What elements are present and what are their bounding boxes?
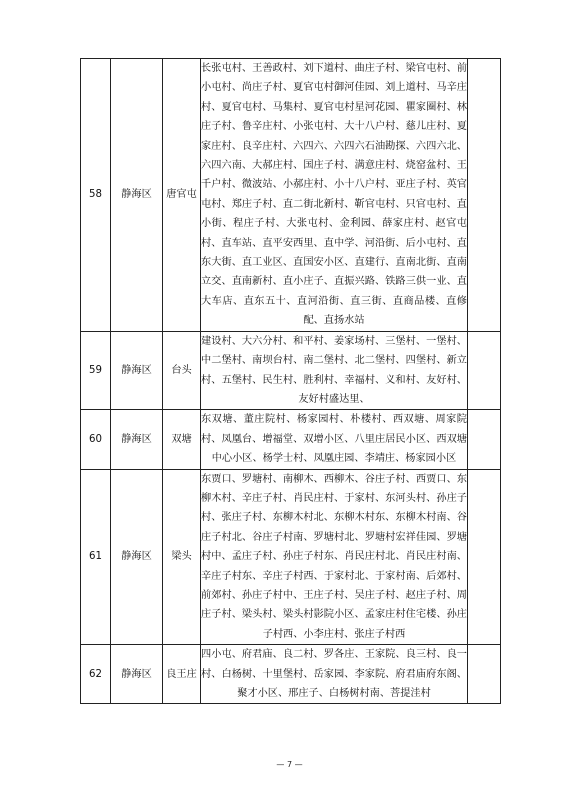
district-cell: 静海区 bbox=[111, 331, 163, 410]
town-cell: 梁头 bbox=[163, 469, 201, 645]
empty-cell bbox=[468, 410, 501, 469]
table-row bbox=[81, 469, 501, 645]
row-number: 62 bbox=[81, 645, 111, 704]
empty-cell bbox=[468, 645, 501, 704]
table-row bbox=[81, 410, 501, 469]
table-row bbox=[81, 645, 501, 704]
row-number: 59 bbox=[81, 331, 111, 410]
empty-cell bbox=[468, 59, 501, 332]
page-number: — 7 — bbox=[276, 760, 303, 769]
district-cell: 静海区 bbox=[111, 469, 163, 645]
table-row bbox=[81, 331, 501, 410]
area-table bbox=[80, 58, 501, 704]
areas-cell: 四小屯、府君庙、良二村、罗各庄、王家院、良三村、良一村、白杨树、十里堡村、岳家园、李家院、府君庙府东阁、聚才小区、邢庄子、白杨树村南、菩提洼村 bbox=[201, 645, 468, 704]
district-cell: 静海区 bbox=[111, 645, 163, 704]
district-cell: 静海区 bbox=[111, 410, 163, 469]
table-row bbox=[81, 59, 501, 332]
town-cell: 唐官屯 bbox=[163, 59, 201, 332]
areas-cell: 长张屯村、王善政村、刘下道村、曲庄子村、梁官屯村、前小屯村、尚庄子村、夏官屯村御河佳园、刘上道村、马辛庄村、夏官屯村、马集村、夏官屯村星河花园、瞿家圈村、林庄子村、鲁辛庄村、小张屯村、大十八户村、慈儿庄村、夏家庄村、良辛庄村、六四六、六四六石油勘探、六四六北、六四六南、大郝庄村、国庄子村、满意庄村、烧窑盆村、王千户村、微波站、小郝庄村、小十八户村、亚庄子村、英官屯村、郑庄子村、直二街北新村、靳官屯村、只官屯村、直小街、程庄子村、大张屯村、金利园、薛家庄村、赵官屯村、直车站、直平安西里、直中学、河沿街、后小屯村、直东大街、直工业区、直国安小区、直建行、直南北街、直南立交、直南新村、直小庄子、直振兴路、铁路三供一业、直大车店、直东五十、直河沿街、直三街、直商品楼、直修配、直扬水站 bbox=[201, 59, 468, 332]
town-cell: 良王庄 bbox=[163, 645, 201, 704]
empty-cell bbox=[468, 469, 501, 645]
areas-cell: 建设村、大六分村、和平村、姜家场村、三堡村、一堡村、中二堡村、南坝台村、南二堡村、北二堡村、四堡村、新立村、五堡村、民生村、胜利村、幸福村、义和村、友好村、友好村盛达里、 bbox=[201, 331, 468, 410]
town-cell: 台头 bbox=[163, 331, 201, 410]
row-number: 58 bbox=[81, 59, 111, 332]
areas-cell: 东贾口、罗塘村、南柳木、西柳木、谷庄子村、西贾口、东柳木村、辛庄子村、肖民庄村、于家村、东河头村、孙庄子村、张庄子村、东柳木村北、东柳木村东、东柳木村南、谷庄子村北、谷庄子村南、罗塘村北、罗塘村宏祥佳园、罗塘村中、孟庄子村、孙庄子村东、肖民庄村北、肖民庄村南、辛庄子村东、辛庄子村西、于家村北、于家村南、后郊村、前郊村、孙庄子村中、王庄子村、吴庄子村、赵庄子村、周庄子村、梁头村、梁头村影院小区、孟家庄村住宅楼、孙庄子村西、小李庄村、张庄子村西 bbox=[201, 469, 468, 645]
town-cell: 双塘 bbox=[163, 410, 201, 469]
row-number: 61 bbox=[81, 469, 111, 645]
district-cell: 静海区 bbox=[111, 59, 163, 332]
empty-cell bbox=[468, 331, 501, 410]
row-number: 60 bbox=[81, 410, 111, 469]
areas-cell: 东双塘、董庄院村、杨家园村、朴楼村、西双塘、周家院村、凤凰台、增福堂、双增小区、八里庄居民小区、西双塘中心小区、杨学士村、凤凰庄园、李靖庄、杨家园小区 bbox=[201, 410, 468, 469]
area-table-body bbox=[81, 59, 501, 704]
